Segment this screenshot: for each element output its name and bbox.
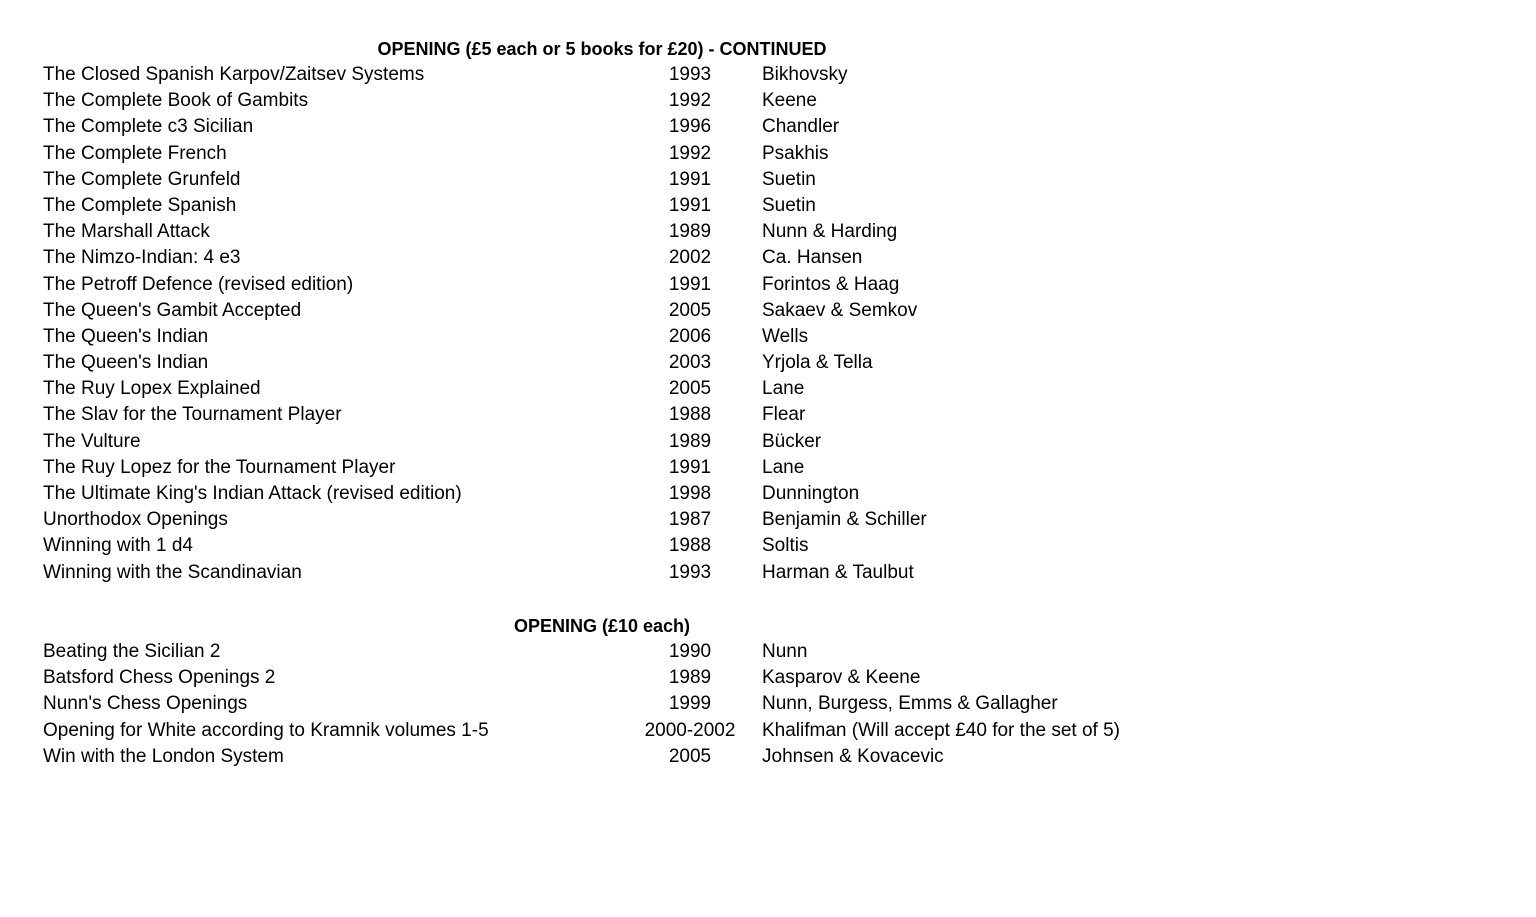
book-row [0,481,1536,507]
book-row [0,324,1536,350]
section-heading [0,613,1536,639]
book-row [0,507,1536,533]
book-year: 1988 [668,535,712,557]
book-title: The Slav for the Tournament Player [43,404,342,426]
book-row [0,193,1536,219]
book-year: 2003 [668,352,712,374]
book-row [0,533,1536,559]
book-year: 1987 [668,509,712,531]
book-title: The Petroff Defence (revised edition) [43,273,354,295]
book-year: 1999 [668,693,712,715]
book-title: The Queen's Indian [43,352,209,374]
section-heading-text: OPENING (£5 each or 5 books for £20) - CONTINUED [377,39,827,59]
book-author: Johnsen & Kovacevic [762,745,944,767]
book-year: 1998 [668,483,712,504]
book-row [0,219,1536,245]
book-title: The Complete c3 Sicilian [43,116,254,138]
book-title: The Nimzo-Indian: 4 e3 [43,247,241,269]
book-row [0,62,1536,88]
book-author: Benjamin & Schiller [762,509,927,531]
book-title: The Complete Spanish [43,194,237,216]
book-row [0,245,1536,271]
book-title: Win with the London System [43,745,284,767]
book-author: Sakaev & Semkov [762,299,918,321]
book-author: Flear [762,404,806,426]
book-year: 2006 [668,325,712,347]
book-year: 2005 [668,378,712,400]
book-title: The Closed Spanish Karpov/Zaitsev Systems [43,64,425,85]
book-row [0,141,1536,167]
book-year: 1992 [668,90,712,112]
book-title: Batsford Chess Openings 2 [43,667,276,689]
book-author: Nunn, Burgess, Emms & Gallagher [762,693,1058,715]
book-title: The Vulture [43,430,141,452]
book-author: Bücker [762,430,822,452]
book-row [0,402,1536,428]
book-author: Kasparov & Keene [762,667,921,689]
section-heading-text: OPENING (£10 each) [513,616,691,636]
section-heading [0,36,1536,62]
book-author: Wells [762,325,809,347]
book-author: Dunnington [762,483,860,504]
book-row [0,560,1536,586]
book-author: Psakhis [762,142,829,164]
book-row [0,376,1536,402]
section-opening-5-pounds [0,36,1536,586]
book-author: Suetin [762,168,816,190]
book-row [0,744,1536,770]
book-author: Yrjola & Tella [762,352,873,374]
book-row [0,429,1536,455]
book-row [0,167,1536,193]
book-year: 1991 [668,194,712,216]
book-title: Winning with 1 d4 [43,535,193,557]
book-title: The Queen's Gambit Accepted [43,299,302,321]
book-author: Lane [762,378,805,400]
book-year: 1991 [668,273,712,295]
book-title: The Complete Grunfeld [43,168,241,190]
book-author: Forintos & Haag [762,273,900,295]
book-author: Soltis [762,535,809,557]
book-year: 1993 [668,561,712,583]
book-author: Chandler [762,116,840,138]
book-author: Nunn & Harding [762,221,898,243]
book-title: The Complete Book of Gambits [43,90,309,112]
book-title: Winning with the Scandinavian [43,561,302,583]
book-row [0,665,1536,691]
book-year: 1992 [668,142,712,164]
book-title: The Ruy Lopex Explained [43,378,261,400]
book-year: 2000-2002 [644,719,736,741]
book-author: Keene [762,90,817,112]
book-title: Opening for White according to Kramnik volumes 1-5 [43,719,489,741]
book-year: 2005 [668,299,712,321]
book-year: 2002 [668,247,712,269]
book-year: 1991 [668,456,712,478]
book-author: Khalifman (Will accept £40 for the set of 5) [762,719,1120,741]
book-title: The Marshall Attack [43,221,210,243]
book-rows [0,62,1536,586]
book-title: Unorthodox Openings [43,509,228,531]
book-row [0,691,1536,717]
book-row [0,639,1536,665]
book-year: 1993 [668,64,712,85]
book-title: The Queen's Indian [43,325,209,347]
book-title: The Ultimate King's Indian Attack (revised edition) [43,483,462,504]
book-row [0,272,1536,298]
book-row [0,350,1536,376]
book-title: Beating the Sicilian 2 [43,641,221,662]
book-year: 1991 [668,168,712,190]
book-author: Lane [762,456,805,478]
book-author: Nunn [762,641,808,662]
book-year: 1989 [668,430,712,452]
book-author: Suetin [762,194,816,216]
book-row [0,298,1536,324]
book-title: The Ruy Lopez for the Tournament Player [43,456,396,478]
book-year: 1990 [668,641,712,662]
book-year: 1988 [668,404,712,426]
book-year: 2005 [668,745,712,767]
book-row [0,114,1536,140]
book-title: The Complete French [43,142,227,164]
book-year: 1996 [668,116,712,138]
book-year: 1989 [668,221,712,243]
book-rows [0,639,1536,770]
book-title: Nunn's Chess Openings [43,693,248,715]
book-year: 1989 [668,667,712,689]
section-opening-10-pounds [0,613,1536,770]
book-author: Ca. Hansen [762,247,863,269]
book-row [0,455,1536,481]
book-author: Bikhovsky [762,64,848,85]
book-author: Harman & Taulbut [762,561,914,583]
book-row [0,718,1536,744]
book-row [0,88,1536,114]
